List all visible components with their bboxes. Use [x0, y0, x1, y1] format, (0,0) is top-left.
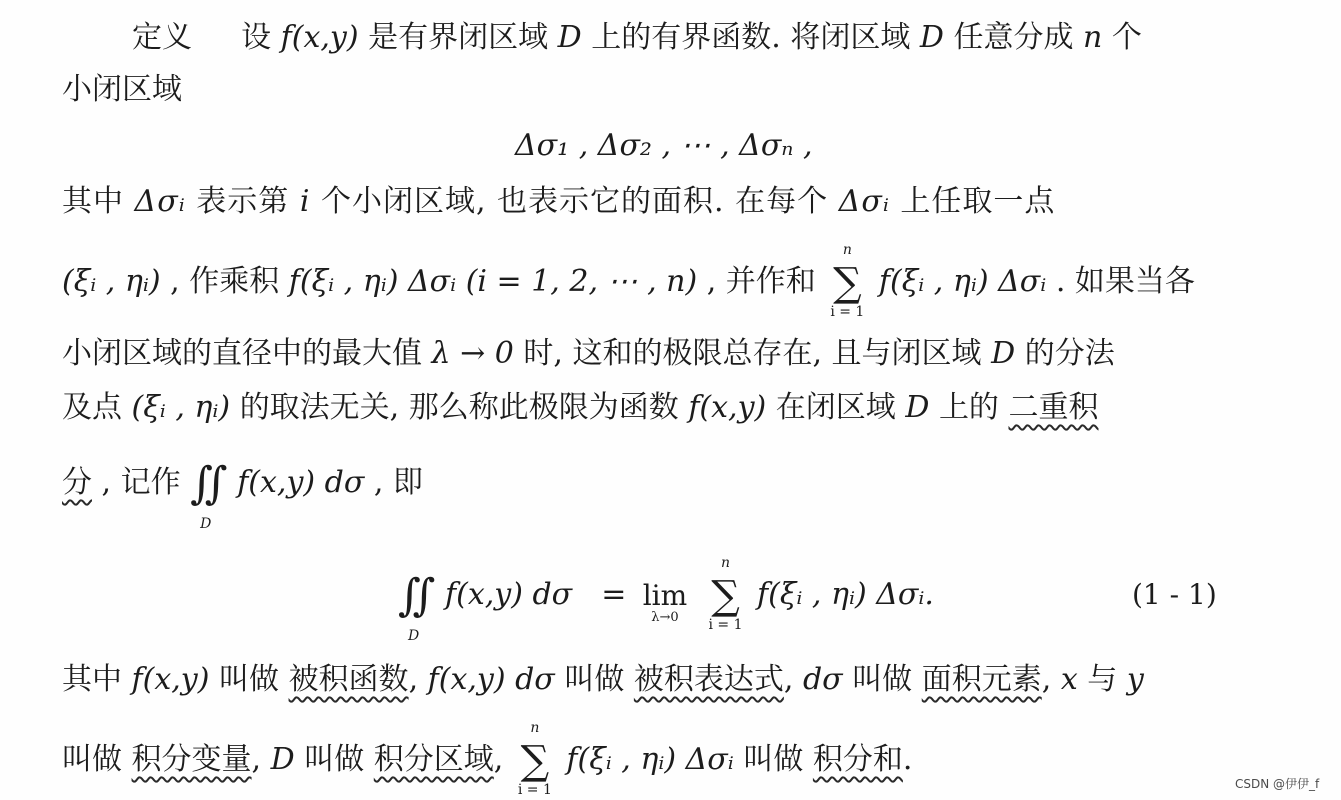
sum-upper-limit: n [842, 242, 852, 258]
text-segment: 上的有界函数. 将闭区域 [591, 20, 911, 55]
text-segment: 小闭区域的直径中的最大值 [62, 336, 422, 371]
summation-symbol: n ∑ i = 1 [703, 576, 747, 616]
text-segment: . [902, 742, 913, 777]
term-double-integral-cont: 分 [62, 465, 92, 500]
summation-symbol: n ∑ i = 1 [513, 741, 557, 781]
text-segment: 小闭区域 [62, 72, 182, 107]
integral-domain-label: D [200, 516, 212, 532]
math-subregions: Δσ₁ , Δσ₂ , ⋯ , Δσₙ , [515, 128, 813, 163]
math-lambda-limit: λ → 0 [431, 336, 514, 371]
math-integral-expr: f(x,y) dσ [237, 465, 365, 500]
text-segment: 叫做 [743, 742, 804, 777]
text-segment: 其中 [62, 184, 124, 219]
term-integral-sum: 积分和 [812, 742, 903, 777]
term-double-integral: 二重积 [1008, 390, 1099, 425]
text-segment: 是有界闭区域 [368, 20, 549, 55]
definition-line-6 [62, 334, 1115, 374]
text-segment: 叫做 [852, 662, 913, 697]
math-i: i [299, 184, 311, 219]
lim-text: lim [642, 579, 688, 612]
text-segment: 的分法 [1024, 336, 1115, 371]
text-segment: 叫做 [219, 662, 280, 697]
definition-line-8 [62, 458, 423, 532]
math-D: D [919, 20, 944, 55]
term-integration-domain: 积分区域 [373, 742, 494, 777]
double-integral-equation [398, 555, 934, 644]
math-y: y [1126, 662, 1144, 697]
math-f-xy: f(x,y) [688, 390, 767, 425]
math-f-xy: f(x,y) [131, 662, 210, 697]
sum-lower-limit: i = 1 [830, 304, 865, 320]
definition-line-7 [62, 388, 1098, 428]
definition-line-5 [62, 242, 1195, 320]
definition-line-2 [62, 70, 182, 110]
integral-domain-label: D [408, 628, 420, 644]
equation-number: (1 - 1) [1132, 578, 1217, 611]
term-integration-variables: 积分变量 [131, 742, 252, 777]
math-point: (ξᵢ , ηᵢ) [131, 390, 231, 425]
text-segment: 时, 这和的极限总存在, 且与闭区域 [523, 336, 982, 371]
term-area-element: 面积元素 [921, 662, 1042, 697]
limit-operator [636, 579, 694, 625]
text-segment: 个小闭区域, 也表示它的面积. 在每个 [320, 184, 829, 219]
sum-lower-limit: i = 1 [708, 617, 743, 633]
text-segment: 在闭区域 [775, 390, 896, 425]
sum-lower-limit: i = 1 [517, 782, 552, 798]
math-n: n [1083, 20, 1103, 55]
definition-line-1 [132, 18, 1142, 58]
text-segment: . 如果当各 [1055, 264, 1195, 299]
text-segment: 与 [1087, 662, 1118, 697]
math-delta-sigma-i: Δσᵢ [134, 184, 186, 219]
text-segment: 表示第 [196, 184, 290, 219]
term-integrand: 被积函数 [288, 662, 409, 697]
subregions-formula [515, 126, 813, 166]
text-segment: 叫做 [564, 662, 625, 697]
text-segment: 其中 [62, 662, 122, 697]
definition-line-10: 其中 f(x,y) 叫做 被积函数, f(x,y) dσ 叫做 被积表达式, dσ 叫做 面积元素, x 与 y [62, 662, 1144, 697]
sum-upper-limit: n [530, 720, 540, 736]
text-segment: 叫做 [304, 742, 365, 777]
text-segment: 上的 [938, 390, 999, 425]
math-D: D [270, 742, 295, 777]
text-segment: 任意分成 [953, 20, 1074, 55]
definition-label: 定义 [132, 20, 192, 55]
text-segment: 的取法无关, 那么称此极限为函数 [239, 390, 679, 425]
text-segment: 上任取一点 [900, 184, 1056, 219]
definition-line-4 [62, 182, 1055, 222]
math-D: D [557, 20, 582, 55]
text-segment: , 作乘积 [170, 264, 280, 299]
text-segment: , 记作 [101, 465, 181, 500]
text-segment: 个 [1111, 20, 1142, 55]
math-f-xy: f(x,y) [280, 20, 359, 55]
double-integral-symbol: ∬ D [190, 462, 227, 506]
term-integrand-expression: 被积表达式 [633, 662, 784, 697]
math-d-sigma: dσ [802, 662, 843, 697]
math-x: x [1060, 662, 1078, 697]
watermark: CSDN @伊伊_f [1235, 777, 1320, 791]
summation-symbol: n ∑ i = 1 [825, 263, 869, 303]
lim-subscript: λ→0 [651, 610, 679, 625]
double-integral-symbol: ∬ D [398, 574, 435, 618]
math-integral-expr: f(x,y) dσ [427, 662, 555, 697]
equals-sign: = [601, 577, 627, 612]
math-D: D [905, 390, 930, 425]
math-sum-term: f(ξᵢ , ηᵢ) Δσᵢ [878, 264, 1047, 299]
math-integral-expr: f(x,y) dσ [445, 577, 573, 612]
math-D: D [991, 336, 1016, 371]
math-delta-sigma-i: Δσᵢ [838, 184, 890, 219]
text-segment: , 即 [373, 465, 423, 500]
text-segment: 及点 [62, 390, 122, 425]
math-product: f(ξᵢ , ηᵢ) Δσᵢ (i = 1, 2, ⋯ , n) [288, 264, 698, 299]
math-eq-rhs: f(ξᵢ , ηᵢ) Δσᵢ. [757, 577, 934, 612]
text-segment: 叫做 [62, 742, 122, 777]
math-point: (ξᵢ , ηᵢ) [62, 264, 161, 299]
definition-line-11: 叫做 积分变量, D 叫做 积分区域, n ∑ i = 1 f(ξᵢ , ηᵢ) Δσᵢ 叫做 积分和. [62, 720, 913, 798]
sum-upper-limit: n [720, 555, 730, 571]
math-sum-term: f(ξᵢ , ηᵢ) Δσᵢ [566, 742, 734, 777]
text-segment: 设 [241, 20, 272, 55]
text-segment: , 并作和 [706, 264, 816, 299]
